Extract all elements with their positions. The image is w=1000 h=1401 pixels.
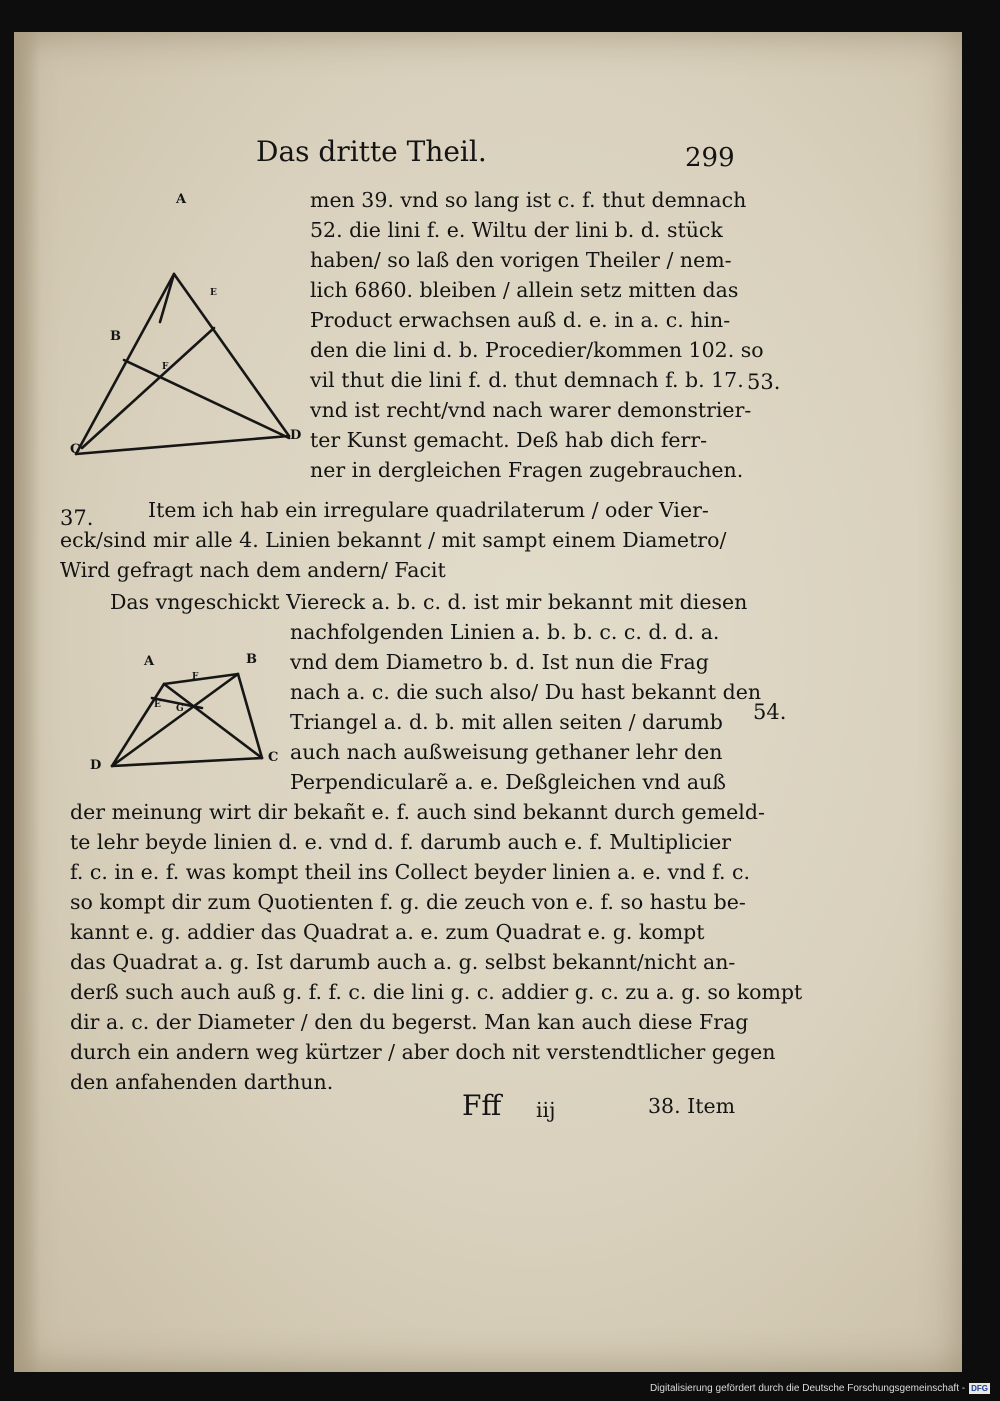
running-head: Das dritte Theil. <box>256 135 487 168</box>
text-line: f. c. in e. f. was kompt theil ins Collect beyder linien a. e. vnd f. c. <box>70 860 750 884</box>
figure2-label-b: B <box>246 652 257 667</box>
text-line: durch ein andern weg kürtzer / aber doch nit verstendtlicher gegen <box>70 1040 776 1064</box>
text-line: ter Kunst gemacht. Deß hab dich ferr- <box>310 428 708 452</box>
figure1-label-b: B <box>110 329 121 344</box>
signature-leaf: iij <box>536 1098 556 1122</box>
text-line: ner in dergleichen Fragen zugebrauchen. <box>310 458 744 482</box>
text-line: so kompt dir zum Quotienten f. g. die zeuch von e. f. so hastu be- <box>70 890 746 914</box>
text-line: nach a. c. die such also/ Du hast bekannt den <box>290 680 762 704</box>
margin-number-54: 54. <box>753 700 787 724</box>
text-line: Das vngeschickt Viereck a. b. c. d. ist mir bekannt mit diesen <box>110 590 748 614</box>
text-line: auch nach außweisung gethaner lehr den <box>290 740 723 764</box>
figure1-label-a: A <box>176 192 187 207</box>
triangle-figure <box>64 182 304 482</box>
catchword: 38. Item <box>648 1094 736 1118</box>
text-line: Wird gefragt nach dem andern/ Facit <box>60 558 446 582</box>
text-line: 52. die lini f. e. Wiltu der lini b. d. stück <box>310 218 723 242</box>
text-line: Item ich hab ein irregulare quadrilaterum / oder Vier- <box>148 498 709 522</box>
figure2-label-d: D <box>90 758 102 773</box>
figure1-label-c: C <box>70 442 81 457</box>
text-line: lich 6860. bleiben / allein setz mitten das <box>310 278 739 302</box>
figure2-label-a: A <box>144 654 155 669</box>
figure1-label-d: D <box>290 428 302 443</box>
figure2-label-g: G <box>176 704 184 714</box>
text-line: eck/sind mir alle 4. Linien bekannt / mit sampt einem Diametro/ <box>60 528 727 552</box>
page-number: 299 <box>685 143 735 173</box>
text-line: haben/ so laß den vorigen Theiler / nem- <box>310 248 732 272</box>
figure1-label-e: E <box>210 288 217 298</box>
text-line: men 39. vnd so lang ist c. f. thut demnach <box>310 188 747 212</box>
margin-number-37: 37. <box>60 506 94 530</box>
footer-bar <box>650 1383 990 1394</box>
text-line: Product erwachsen auß d. e. in a. c. hin- <box>310 308 731 332</box>
signature-mark: Fff <box>462 1089 502 1122</box>
dfg-logo: DFG <box>971 1384 988 1393</box>
funding-notice: Digitalisierung gefördert durch die Deutsche Forschungsgemeinschaft - <box>649 1383 966 1394</box>
text-line: kannt e. g. addier das Quadrat a. e. zum Quadrat e. g. kompt <box>70 920 705 944</box>
text-line: vnd ist recht/vnd nach warer demonstrier- <box>310 398 752 422</box>
text-line: Triangel a. d. b. mit allen seiten / darumb <box>290 710 723 734</box>
text-line: der meinung wirt dir bekañt e. f. auch sind bekannt durch gemeld- <box>70 800 765 824</box>
text-line: dir a. c. der Diameter / den du begerst. Man kan auch diese Frag <box>70 1010 749 1034</box>
text-line: das Quadrat a. g. Ist darumb auch a. g. selbst bekannt/nicht an- <box>70 950 736 974</box>
page-fold-shadow <box>14 32 40 1372</box>
text-line: vil thut die lini f. d. thut demnach f. b. 17. <box>310 368 744 392</box>
book-page <box>14 32 962 1372</box>
text-line: vnd dem Diametro b. d. Ist nun die Frag <box>290 650 709 674</box>
figure1-label-f: F <box>162 362 169 372</box>
text-line: den anfahenden darthun. <box>70 1070 334 1094</box>
margin-number-53: 53. <box>747 370 781 394</box>
figure2-label-e: E <box>154 700 161 710</box>
text-line: te lehr beyde linien d. e. vnd d. f. darumb auch e. f. Multiplicier <box>70 830 732 854</box>
figure2-label-c: C <box>268 750 279 765</box>
text-line: Perpendicularẽ a. e. Deßgleichen vnd auß <box>290 770 726 794</box>
text-line: nachfolgenden Linien a. b. b. c. c. d. d. a. <box>290 620 720 644</box>
text-line: den die lini d. b. Procedier/kommen 102. so <box>310 338 764 362</box>
figure2-label-f: F <box>192 672 199 682</box>
text-line: derß such auch auß g. f. f. c. die lini g. c. addier g. c. zu a. g. so kompt <box>70 980 803 1004</box>
